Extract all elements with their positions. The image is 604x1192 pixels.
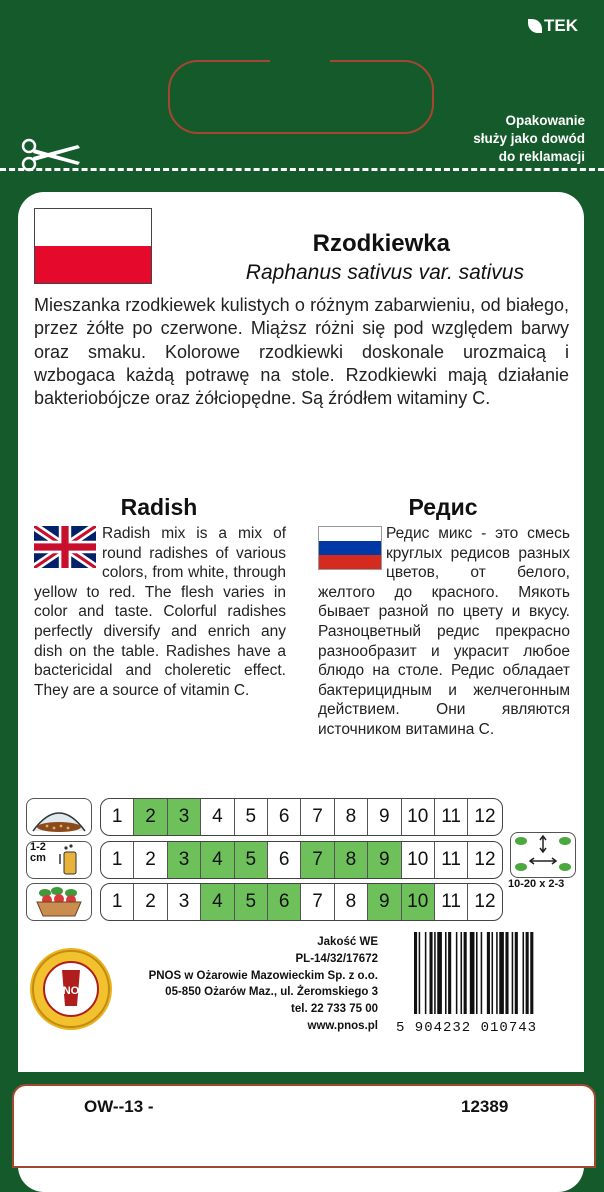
seed-packet-icon: [58, 844, 86, 876]
calendar-month-cell: 3: [168, 884, 201, 920]
calendar-month-cell: 10: [402, 799, 435, 835]
english-title: Radish: [120, 494, 198, 520]
russian-title: Редис: [408, 494, 478, 520]
calendar-month-cell: 8: [335, 884, 368, 920]
product-code: 12389: [461, 1097, 509, 1116]
polish-description: Mieszanka rzodkiewek kulistych o różnym zabarwieniu, od białego, przez żółte po czerwone. Miąższ różni się pod względem barwy oraz smaku. Kolorowe rzodkiewki doskonale urozmaicą i wzbogaca każdą potrawę na stole. Rzodkiewki mają działanie bakteriobójcze oraz żółciopędne. Są źródłem witaminy C.: [34, 295, 569, 409]
complaint-line: służy jako dowód: [473, 131, 585, 146]
calendar-month-cell: 12: [474, 891, 496, 912]
barcode-bar: [414, 932, 417, 1014]
batch-code: OW--13 -: [84, 1097, 154, 1116]
barcode-bar: [430, 932, 433, 1014]
barcode-bar: [515, 932, 518, 1014]
cut-line: [0, 168, 604, 171]
barcode-bar: [523, 932, 525, 1014]
barcode-bar: [492, 932, 494, 1014]
company-info: [120, 934, 378, 1035]
calendar-month-cell: 10: [402, 842, 435, 878]
calendar-month-cell: 7: [301, 842, 334, 878]
russian-description: Редис микс - это смесь круглых редисов разных цветов, от белого, желтого до красного. Мякоть бывает разной по цвету и вкусу. Разноцветный редис прекрасно разнообразит и украсит любое блюдо на столе. Редис обладает бактерицидным и желчегонным действием. Они являются источником витамина С.: [318, 525, 570, 738]
calendar-month-cell: 9: [368, 842, 401, 878]
barcode-bar: [464, 932, 467, 1014]
barcode-bar: [481, 932, 483, 1014]
calendar-month-cell: 7: [301, 799, 334, 835]
calendar-month-cell: 5: [235, 884, 268, 920]
calendar-month-cell: 6: [268, 799, 301, 835]
barcode-bar: [445, 932, 447, 1014]
barcode-bar: [526, 932, 529, 1014]
calendar-row-harvest: [100, 883, 503, 921]
barcode-bar: [419, 932, 421, 1014]
barcode-bar: [487, 932, 490, 1014]
depth-value: 1-2: [30, 841, 46, 853]
latin-name: Raphanus sativus var. sativus: [245, 261, 524, 284]
company-website: www.pnos.pl: [307, 1019, 378, 1032]
company-address: 05-850 Ożarów Maz., ul. Żeromskiego 3: [165, 986, 378, 999]
calendar-month-cell: 2: [134, 842, 167, 878]
barcode-bar: [505, 932, 508, 1014]
barcode-bar: [425, 932, 427, 1014]
calendar-month-cell: 4: [201, 842, 234, 878]
barcode-bar: [530, 932, 533, 1014]
calendar-month-cell: 1: [101, 884, 134, 920]
calendar-month-cell: 5: [235, 842, 268, 878]
scissors-icon: [20, 138, 82, 172]
calendar-month-cell: 10: [402, 884, 435, 920]
harvest-basket-icon: [26, 883, 92, 921]
barcode-bar: [437, 932, 442, 1014]
plant-spacing-icon: [510, 832, 576, 878]
calendar-month-cell: 11: [435, 842, 468, 878]
calendar-month-cell: 8: [335, 842, 368, 878]
tek-logo: [528, 16, 578, 36]
company-phone: tel. 22 733 75 00: [291, 1003, 378, 1016]
greenhouse-icon: [26, 798, 92, 836]
barcode-bar: [512, 932, 514, 1014]
pnos-logo-text: PNOS: [55, 985, 87, 997]
uk-flag: [34, 526, 96, 568]
barcode-bar: [476, 932, 478, 1014]
complaint-line: do reklamacji: [498, 149, 585, 164]
calendar-month-cell: 8: [335, 799, 368, 835]
calendar-month-cell: 6: [268, 884, 301, 920]
calendar-month-cell: 4: [201, 884, 234, 920]
calendar-month-cell: 4: [201, 799, 234, 835]
poland-flag: [34, 208, 152, 284]
company-name: PNOS w Ożarowie Mazowieckim Sp. z o.o.: [148, 969, 378, 982]
calendar-row-field-sowing: [100, 841, 503, 879]
barcode-bar: [456, 932, 458, 1014]
calendar-month-cell: 1: [101, 842, 134, 878]
complaint-line: Opakowanie: [505, 113, 585, 128]
calendar-month-cell: 11: [435, 884, 468, 920]
russia-flag: [318, 526, 382, 570]
barcode-number: 5 904232 010743: [396, 1020, 538, 1036]
barcode-bar: [496, 932, 498, 1014]
calendar-month-cell: 2: [134, 884, 167, 920]
product-title: Rzodkiewka: [312, 230, 450, 257]
calendar-month-cell: 9: [368, 799, 401, 835]
brand-name: TEK: [544, 16, 578, 35]
barcode: [410, 932, 570, 1014]
pnos-logo: [30, 948, 112, 1030]
registration-number: PL-14/32/17672: [295, 952, 378, 965]
calendar-month-cell: 6: [268, 842, 301, 878]
calendar-month-cell: 3: [168, 799, 201, 835]
leaf-icon: [528, 19, 542, 33]
sowing-depth-label: [30, 842, 46, 864]
barcode-bar: [434, 932, 436, 1014]
calendar-row-greenhouse: [100, 798, 503, 836]
calendar-month-cell: 2: [134, 799, 167, 835]
barcode-bar: [470, 932, 475, 1014]
plant-spacing-label: 10-20 x 2-3: [508, 878, 565, 890]
calendar-month-cell: 11: [435, 799, 468, 835]
calendar-month-cell: 5: [235, 799, 268, 835]
calendar-month-cell: 9: [368, 884, 401, 920]
calendar-month-cell: 3: [168, 842, 201, 878]
quality-label: Jakość WE: [317, 936, 378, 948]
english-description: Radish mix is a mix of round radishes of various colors, from white, through yellow to red. The flesh varies in color and taste. Colorful radishes perfectly diversify and enrich any dish on the table. Radishes have a bactericidal and choleretic effect. They are a source of vitamin C.: [34, 525, 286, 699]
calendar-month-cell: 12: [474, 849, 496, 870]
hang-hole: [168, 60, 434, 134]
calendar-month-cell: 12: [474, 806, 496, 827]
barcode-bar: [461, 932, 463, 1014]
barcode-bar: [499, 932, 504, 1014]
depth-unit: cm: [30, 852, 46, 864]
calendar-month-cell: 1: [101, 799, 134, 835]
complaint-note: [415, 112, 585, 166]
barcode-bar: [448, 932, 451, 1014]
calendar-month-cell: 7: [301, 884, 334, 920]
